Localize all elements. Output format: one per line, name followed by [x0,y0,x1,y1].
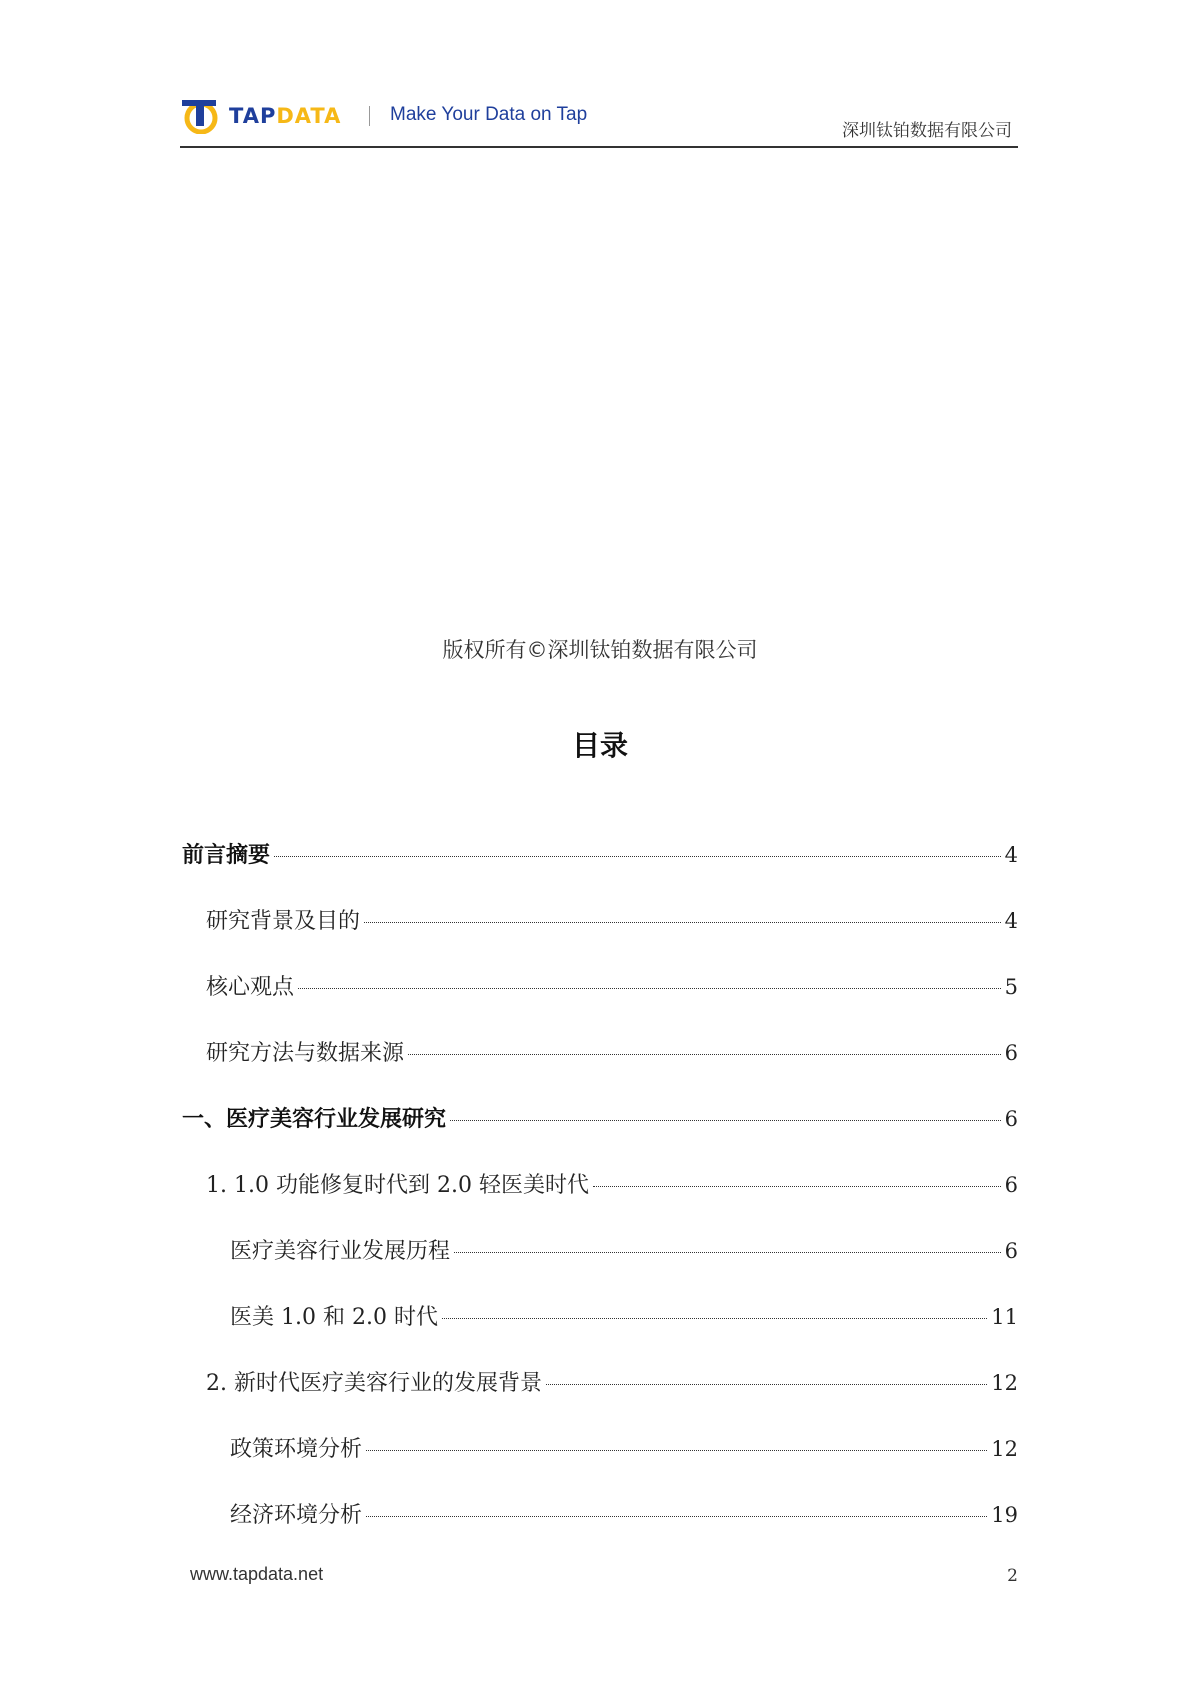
toc-entry[interactable] [206,904,1018,935]
toc-dot-leader [274,856,1001,857]
toc-page-number: 6 [1004,1239,1018,1263]
page-header [180,94,1018,148]
copyright-notice: 版权所有©深圳钛铂数据有限公司 [442,638,758,662]
toc-dot-leader [408,1054,1001,1055]
header-company-name: 深圳钛铂数据有限公司 [842,121,1012,141]
toc-entry-label: 医疗美容行业发展历程 [230,1239,451,1264]
toc-page-number: 6 [1004,1107,1018,1131]
toc-entry-label: 核心观点 [206,975,295,1000]
toc-entry[interactable] [230,1498,1018,1529]
toc-dot-leader [364,922,1001,923]
toc-entry[interactable] [206,1036,1018,1067]
toc-entry[interactable] [206,1168,1018,1199]
toc-entry[interactable] [206,970,1018,1001]
toc-page-number: 11 [991,1305,1018,1329]
toc-entry[interactable] [230,1432,1018,1463]
toc-page-number: 4 [1004,843,1018,867]
toc-page-number: 12 [991,1437,1018,1461]
toc-entry[interactable] [182,838,1018,869]
toc-dot-leader [454,1252,1001,1253]
toc-entry[interactable] [230,1300,1018,1331]
header-divider [369,106,370,126]
tapdata-logo-icon [180,98,220,134]
footer-website-link[interactable]: www.tapdata.net [190,1564,324,1584]
toc-dot-leader [593,1186,1001,1187]
toc-entry[interactable] [206,1366,1018,1397]
toc-entry-label: 医美 1.0 和 2.0 时代 [230,1305,438,1330]
toc-page-number: 19 [991,1503,1018,1527]
toc-page-number: 4 [1004,909,1018,933]
toc-dot-leader [442,1318,987,1319]
toc-entry-label: 经济环境分析 [230,1503,363,1528]
toc-entry-label: 政策环境分析 [230,1437,363,1462]
brand-slogan: Make Your Data on Tap [390,104,588,125]
toc-dot-leader [298,988,1001,989]
toc-entry-label: 前言摘要 [182,843,271,868]
toc-dot-leader [366,1516,987,1517]
toc-dot-leader [366,1450,987,1451]
toc-page-number: 6 [1004,1041,1018,1065]
toc-page-number: 6 [1004,1173,1018,1197]
toc-dot-leader [450,1120,1001,1121]
toc-entry-label: 研究背景及目的 [206,909,361,934]
toc-entry-label: 1. 1.0 功能修复时代到 2.0 轻医美时代 [206,1173,589,1198]
toc-entry[interactable] [230,1234,1018,1265]
toc-entry[interactable] [182,1102,1018,1133]
brand-name: TAPDATA [229,104,342,128]
toc-dot-leader [546,1384,987,1385]
toc-entry-label: 研究方法与数据来源 [206,1041,405,1066]
toc-entry-label: 一、医疗美容行业发展研究 [182,1107,447,1132]
toc-page-number: 12 [991,1371,1018,1395]
footer-page-number: 2 [1007,1566,1018,1586]
toc-entry-label: 2. 新时代医疗美容行业的发展背景 [206,1371,542,1396]
toc-page-number: 5 [1004,975,1018,999]
toc-title: 目录 [571,729,628,762]
